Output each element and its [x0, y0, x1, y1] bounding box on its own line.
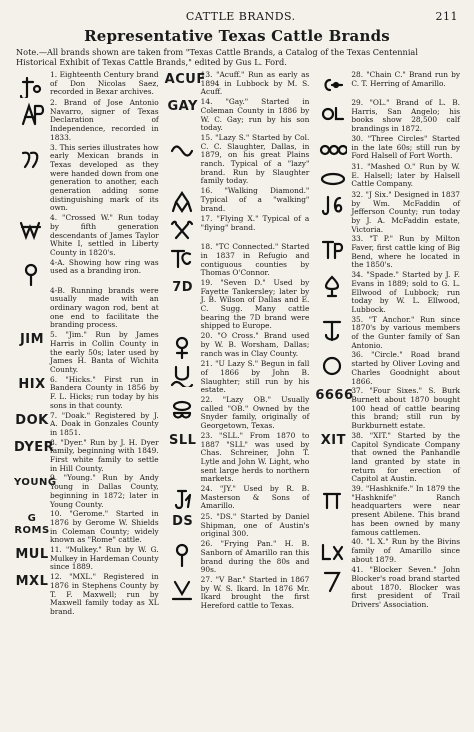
brand-description: 40. "L X." Run by the Bivins family of Amarillo since about 1879.: [351, 537, 461, 564]
brand-description: 34. "Spade." Started by J. F. Evans in 1889; sold to G. L. Ellwood of Lubbock; run today by W. L. Ellwood, Lubbock.: [351, 270, 461, 314]
script-brands-icon: [14, 144, 50, 171]
brand-column-1: [14, 71, 159, 618]
brand-description: 23. "SLL." From 1870 to 1887 "SLL" was used by Chas. Schreiner, John T. Lytle and John W. Light, who sent large herds to northern markets.: [200, 430, 310, 484]
brand-description: 30. "Three Circles" Started in the late 60s; still run by Ford Halsell of Fort Worth.: [351, 133, 461, 161]
brand-description: 4-B. Running brands were usually made with an ordinary wagon rod, bent at one end to facilitate the branding process.: [50, 285, 159, 330]
brand-mark-text: GAY: [167, 99, 198, 115]
chain-c-icon: [315, 71, 351, 98]
brand-entry: [165, 71, 310, 97]
brand-description: 6. "Hicks." First run in Bandera County in 1856 by F. L. Hicks; run today by his sons in that county.: [50, 374, 159, 410]
brand-mark-text: MUL: [15, 547, 49, 563]
brand-entry: [315, 135, 460, 162]
brand-description: 19. "Seven D." Used by Fayette Tankersley; later by J. B. Wilson of Dallas and E. C. Sugg. Many cattle bearing the 7D brand were shipped to Europe.: [200, 277, 310, 331]
brand-description: 1. Eighteenth Century brand of Don Nicolas Saez, recorded in Bexar archives.: [50, 70, 159, 97]
brand-mark-text: DOK: [15, 412, 49, 428]
brand-column-3: [315, 71, 460, 618]
brand-entry: [165, 332, 310, 359]
brand-entry: [165, 360, 310, 395]
brand-description: 33. "T P." Run by Milton Faver, first cattle king of Big Bend, where he located in the 1850's.: [351, 234, 461, 270]
brand-description: 4. "Crossed W." Run today by fifth generation descendants of James Taylor White I, settled in Liberty County in 1820's.: [50, 213, 159, 257]
brand-description: 15. "Lazy S." Started by Col. C. C. Slaughter, Dallas, in 1879, on his great Plains ranch. Typical of a "lazy" brand. Run by Slaughter family today.: [200, 132, 310, 186]
brand-mark-text: G ROMS: [14, 513, 50, 537]
brand-description: 24. "JY." Used by R. B. Masterson & Sons of Amarillo.: [200, 484, 310, 511]
brand-entry: [315, 485, 460, 537]
brand-entry: [165, 576, 310, 611]
brand-entry: [315, 351, 460, 386]
brand-description: 9. "Young." Run by Andy Young in Dallas County, beginning in 1872; later in Young County.: [50, 473, 159, 509]
ap-brand-icon: [14, 99, 50, 126]
brand-description: 32. "J Six." Designed in 1837 by Wm. McFaddin of Jefferson County; run today by J. A. McFaddin estate, Victoria.: [351, 189, 461, 234]
v-bar-icon: [165, 576, 201, 603]
brand-entry: [165, 134, 310, 186]
brand-description: 4-A. Showing how ring was used as a branding iron.: [50, 257, 159, 276]
walking-diamond-icon: [165, 187, 201, 214]
brand-entry: [14, 412, 159, 438]
brand-description: 14. "Gay." Started in Coleman County in 1886 by W. C. Gay; run by his son today.: [200, 97, 310, 133]
brand-description: 37. "Four Sixes." S. Burk Burnett about 1870 bought 100 head of cattle bearing this brand; still run by Burkburnett estate.: [351, 386, 461, 431]
brand-entry: [14, 71, 159, 98]
brand-mark-text: HIX: [18, 376, 46, 392]
hashknife-icon: [315, 485, 351, 512]
brand-entry: [315, 538, 460, 565]
brand-description: 10. "Gerome." Started in 1876 by Gerome W. Shields in Coleman County; widely known as "Rome" cattle.: [50, 509, 159, 545]
lazy-ob-icon: [165, 396, 201, 423]
brand-entry: [315, 316, 460, 351]
brand-mark-text: 6666: [315, 388, 354, 404]
brand-description: 18. "TC Connected." Started in 1837 in Refugio and contiguous counties by Thomas O'Connor.: [200, 242, 310, 278]
brand-entry: [14, 573, 159, 617]
brand-entry: [165, 215, 310, 242]
brand-description: 27. "V Bar." Started in 1867 by W. S. Ikard. In 1876 Mr. Ikard brought the first Hereford cattle to Texas.: [200, 574, 310, 611]
brand-description: 31. "Mashed O." Run by W. E. Halsell; later by Halsell Cattle Company.: [351, 161, 461, 189]
brand-entry: [165, 396, 310, 431]
brand-description: 16. "Walking Diamond." Typical of a "walking" brand.: [200, 186, 310, 213]
brand-column-2: [165, 71, 310, 618]
running-title: CATTLE BRANDS.: [185, 10, 296, 23]
brand-entry: [315, 271, 460, 315]
brand-entry: [165, 187, 310, 214]
brand-mark-text: 7D: [172, 279, 194, 295]
t-anchor-icon: [315, 316, 351, 343]
circle-icon: [315, 351, 351, 378]
brand-description: 8. "Dyer." Run by J. H. Dyer family, beginning with 1849. First white family to settle in Hill County.: [50, 437, 159, 473]
brand-description: 21. "U Lazy S." Begun in fall of 1866 by John B. Slaughter; still run by his estate.: [200, 359, 310, 395]
brand-description: 13. "Acuff." Run as early as 1894 in Lubbock by M. S. Acuff.: [200, 70, 310, 97]
tc-connected-icon: [165, 243, 201, 270]
brand-description: 20. "O Cross." Brand used by W. B. Worsham, Dallas; ranch was in Clay County.: [200, 331, 310, 358]
brand-description: 38. "XIT." Started by the Capitol Syndicate Company that owned the Panhandle land granted by state in return for erection of Capitol at Austin.: [351, 430, 461, 484]
brand-description: 7. "Doak." Registered by J. A. Doak in Gonzales County in 1851.: [50, 410, 159, 437]
u-lazy-s-icon: [165, 360, 201, 387]
brand-entry: [165, 485, 310, 512]
brand-description: 26. "Frying Pan." H. B. Sanborn of Amarillo ran this brand during the 80s and 90s.: [200, 539, 310, 575]
brand-entry: [315, 191, 460, 235]
brand-description: 11. "Mulkey." Run by W. G. Mulkey in Hardeman County since 1889.: [50, 545, 159, 572]
brand-description: 12. "MXL." Registered in 1876 in Stephens County by T. F. Maxwell; run by Maxwell family today as XL brand.: [50, 572, 159, 616]
brand-entry: [165, 540, 310, 575]
page-title: Representative Texas Cattle Brands: [84, 27, 390, 45]
lx-icon: [315, 538, 351, 565]
brand-mark-text: DYER: [14, 439, 55, 455]
brand-description: 41. "Blocker Seven." John Blocker's road brand started about 1870. Blocker was first president of Trail Drivers' Association.: [351, 565, 461, 610]
mashed-o-icon: [315, 163, 351, 190]
brand-description: 28. "Chain C." Brand run by C. T. Herring of Amarillo.: [351, 70, 461, 88]
brand-entry: [14, 287, 159, 331]
brand-columns: [14, 71, 460, 618]
brand-mark-text: SLL: [168, 432, 197, 448]
brand-entry: [14, 144, 159, 214]
t-p-icon: [315, 235, 351, 262]
brand-entry: [14, 376, 159, 411]
ol-icon: [315, 99, 351, 126]
brand-entry: [14, 546, 159, 572]
brand-entry: [315, 387, 460, 431]
jy-icon: [165, 485, 201, 512]
jo-brand-icon: [14, 71, 50, 98]
brand-entry: [14, 474, 159, 509]
brand-description: 2. Brand of Jose Antonio Navarro, signer of Texas Declaration of Independence, recorded in 1833.: [50, 98, 159, 142]
brand-mark-text: ACUF: [164, 72, 206, 87]
source-note: Note.—All brands shown are taken from "Texas Cattle Brands, a Catalog of the Texas Centennial Historical Exhibit of Texas Cattle Brands," edited by Gus L. Ford.: [16, 47, 418, 67]
brand-entry: [165, 513, 310, 539]
j-six-icon: [315, 191, 351, 218]
brand-description: 35. "T Anchor." Run since 1870's by various members of the Gunter family of San Antonio.: [351, 314, 461, 350]
brand-mark-text: MXL: [15, 574, 49, 590]
brand-description: 29. "OL." Brand of L. B. Harris, San Angelo; his books show 28,500 calf brandings in 1872.: [351, 98, 461, 134]
blocker-seven-icon: [315, 566, 351, 593]
brand-entry: [315, 71, 460, 98]
crossed-w-icon: [14, 214, 50, 241]
brand-entry: [315, 432, 460, 484]
flying-x-icon: [165, 215, 201, 242]
brand-entry: [14, 439, 159, 474]
brand-entry: [165, 432, 310, 484]
brand-entry: [315, 163, 460, 190]
brand-description: 22. "Lazy OB." Usually called "OB." Owned by the Snyder family, originally of Georgetown, Texas.: [200, 394, 310, 431]
brand-entry: [165, 243, 310, 278]
ring-brand-icon: [14, 259, 50, 286]
lazy-s-icon: [165, 134, 201, 161]
page-number: 211: [435, 10, 458, 23]
brand-description: 25. "DS." Started by Daniel Shipman, one of Austin's original 300.: [200, 512, 310, 539]
brand-entry: [165, 279, 310, 331]
brand-description: 39. "Hashknife." In 1879 the "Hashknife" Ranch headquarters were near present Abilene. This brand has been owned by many famous cattlemen.: [351, 484, 461, 537]
brand-entry: [315, 566, 460, 610]
brand-description: 3. This series illustrates how early Mexican brands in Texas developed as they were handed down from one generation to another, each generation adding some distinguishing mark of its own.: [50, 142, 159, 213]
brand-description: 5. "Jim." Run by James Harris in Collin County in the early 50s; later used by James H. Banta of Wichita County.: [50, 330, 159, 374]
three-circles-icon: [315, 135, 351, 162]
brand-mark-empty: [14, 287, 50, 290]
brand-mark-text: XIT: [320, 432, 346, 448]
frying-pan-icon: [165, 540, 201, 567]
brand-entry: [165, 98, 310, 133]
brand-entry: [14, 331, 159, 375]
brand-entry: [14, 99, 159, 143]
o-cross-icon: [165, 332, 201, 359]
brand-description: 36. "Circle." Road brand started by Oliver Loving and Charles Goodnight about 1866.: [351, 350, 461, 386]
brand-entry: [14, 510, 159, 545]
spade-icon: [315, 271, 351, 298]
brand-entry: [315, 99, 460, 134]
brand-mark-text: YOUNG: [14, 477, 57, 489]
brand-description: 17. "Flying X." Typical of a "flying" brand.: [200, 214, 310, 232]
brand-entry: [14, 214, 159, 258]
brand-mark-text: JIM: [19, 332, 45, 348]
brand-mark-text: DS: [172, 514, 194, 530]
running-header: [16, 10, 458, 23]
brand-entry: [315, 235, 460, 270]
brand-entry: [14, 259, 159, 286]
